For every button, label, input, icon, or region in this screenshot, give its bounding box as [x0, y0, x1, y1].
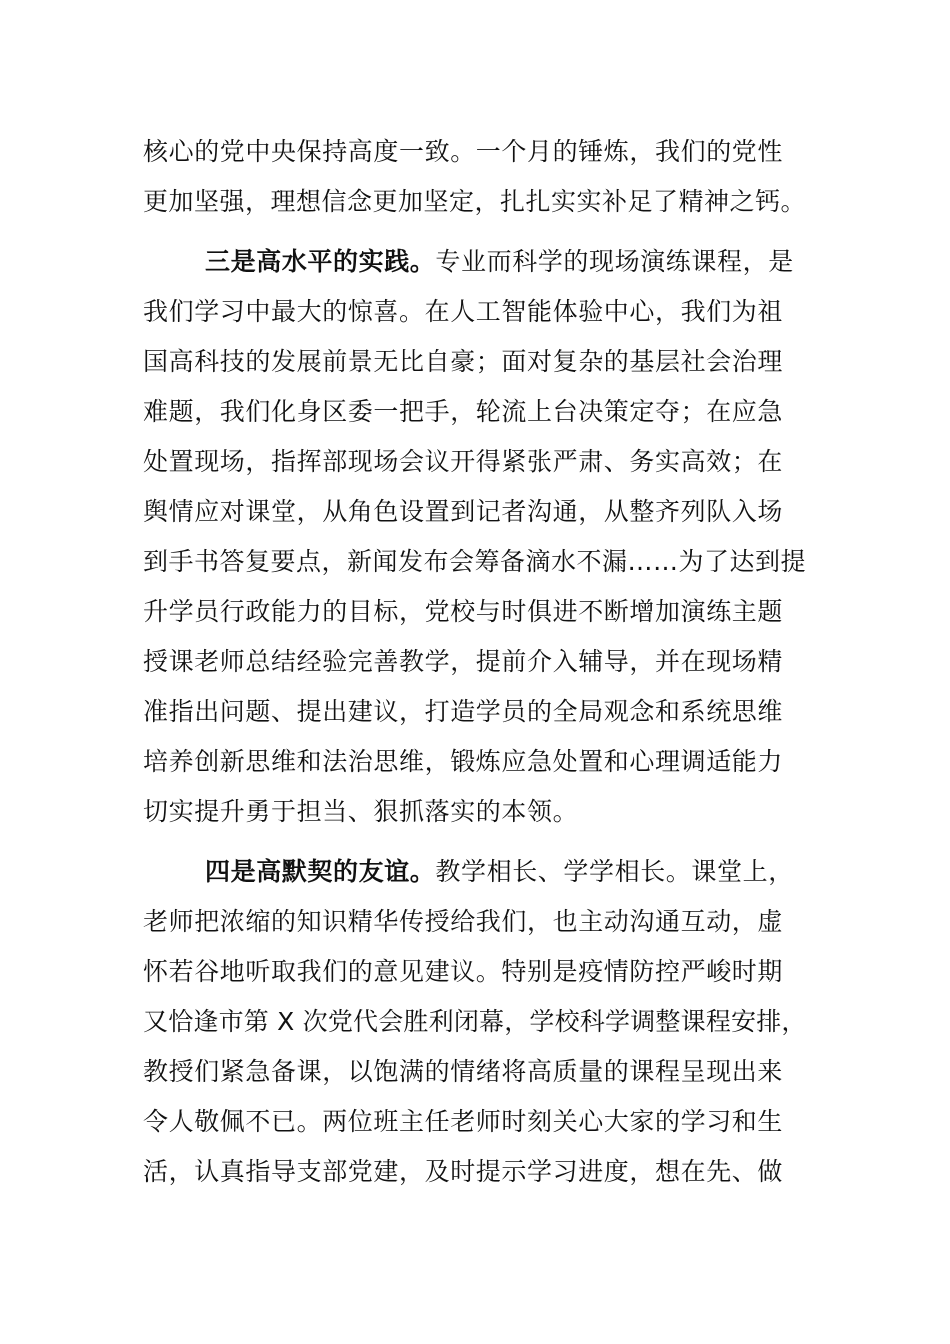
- text-line: 又恰逢市第 X 次党代会胜利闭幕，学校科学调整课程安排，: [143, 1007, 807, 1036]
- text-line: 到手书答复要点，新闻发布会筹备滴水不漏……为了达到提: [143, 547, 807, 576]
- text-line: 培养创新思维和法治思维，锻炼应急处置和心理调适能力: [143, 747, 784, 776]
- text-line: 切实提升勇于担当、狠抓落实的本领。: [143, 797, 579, 826]
- text-line: 舆情应对课堂，从角色设置到记者沟通，从整齐列队入场: [143, 497, 784, 526]
- paragraph-first-line: [205, 246, 794, 278]
- text-line: 授课老师总结经验完善教学，提前介入辅导，并在现场精: [143, 647, 784, 676]
- section-heading: 三是高水平的实践。: [205, 247, 436, 276]
- text-line: 处置现场，指挥部现场会议开得紧张严肃、务实高效；在: [143, 447, 784, 476]
- text-line: 令人敬佩不已。两位班主任老师时刻关心大家的学习和生: [143, 1107, 784, 1136]
- text-line: 国高科技的发展前景无比自豪；面对复杂的基层社会治理: [143, 347, 784, 376]
- text-run: 教学相长、学学相长。课堂上，: [435, 857, 794, 886]
- text-line: 准指出问题、提出建议，打造学员的全局观念和系统思维: [143, 697, 784, 726]
- text-run: 专业而科学的现场演练课程，是: [435, 247, 794, 276]
- text-line: 怀若谷地听取我们的意见建议。特别是疫情防控严峻时期: [143, 957, 784, 986]
- paragraph-first-line: [205, 856, 794, 888]
- text-line: 活，认真指导支部党建，及时提示学习进度，想在先、做: [143, 1157, 784, 1186]
- section-heading: 四是高默契的友谊。: [205, 857, 436, 886]
- text-line: 升学员行政能力的目标，党校与时俱进不断增加演练主题: [143, 597, 784, 626]
- text-line: 老师把浓缩的知识精华传授给我们，也主动沟通互动，虚: [143, 907, 784, 936]
- text-line: 我们学习中最大的惊喜。在人工智能体验中心，我们为祖: [143, 297, 784, 326]
- text-line: 难题，我们化身区委一把手，轮流上台决策定夺；在应急: [143, 397, 784, 426]
- text-line: 教授们紧急备课，以饱满的情绪将高质量的课程呈现出来: [143, 1057, 784, 1086]
- text-line: 更加坚强，理想信念更加坚定，扎扎实实补足了精神之钙。: [143, 187, 807, 216]
- text-line: 核心的党中央保持高度一致。一个月的锤炼，我们的党性: [143, 137, 784, 166]
